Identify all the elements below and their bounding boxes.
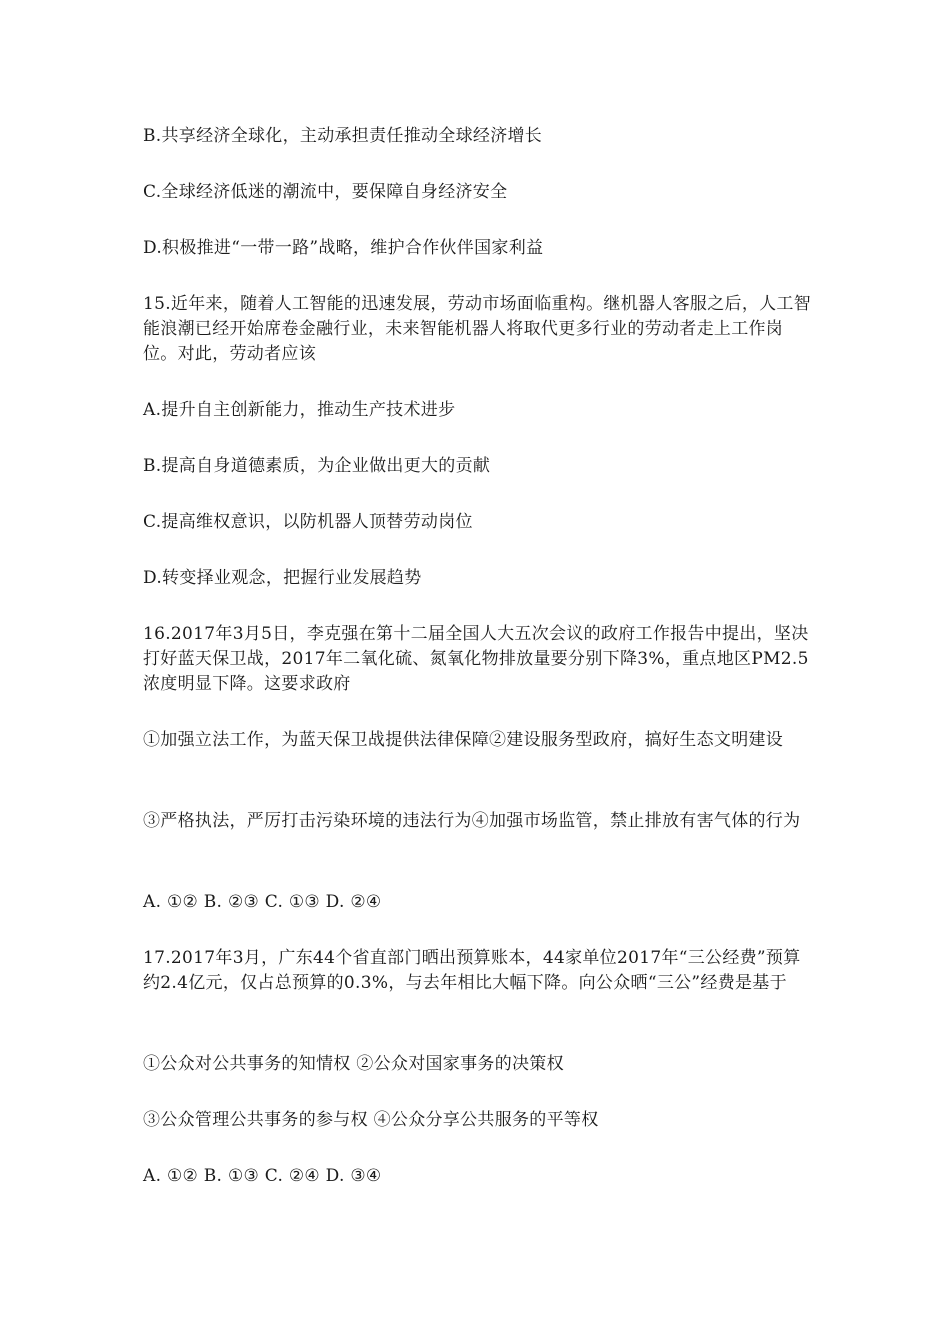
q15-option-c: C.提高维权意识，以防机器人顶替劳动岗位 bbox=[143, 512, 473, 532]
q15-option-b: B.提高自身道德素质，为企业做出更大的贡献 bbox=[143, 456, 491, 476]
q14-option-d: D.积极推进“一带一路”战略，维护合作伙伴国家利益 bbox=[143, 238, 544, 258]
q16-items-1-2: ①加强立法工作，为蓝天保卫战提供法律保障②建设服务型政府，搞好生态文明建设 bbox=[143, 730, 784, 750]
q14-option-b: B.共享经济全球化，主动承担责任推动全球经济增长 bbox=[143, 126, 543, 146]
q17-items-3-4: ③公众管理公共事务的参与权 ④公众分享公共服务的平等权 bbox=[143, 1110, 599, 1130]
q14-option-c: C.全球经济低迷的潮流中，要保障自身经济安全 bbox=[143, 182, 508, 202]
q17-items-1-2: ①公众对公共事务的知情权 ②公众对国家事务的决策权 bbox=[143, 1054, 564, 1074]
q16-stem: 16.2017年3月5日，李克强在第十二届全国人大五次会议的政府工作报告中提出，坚决打好蓝天保卫战，2017年二氧化硫、氮氧化物排放量要分别下降3%，重点地区PM2.5浓度明显下降。这要求政府 bbox=[143, 624, 809, 694]
q15-stem: 15.近年来，随着人工智能的迅速发展，劳动市场面临重构。继机器人客服之后，人工智能浪潮已经开始席卷金融行业，未来智能机器人将取代更多行业的劳动者走上工作岗位。对此，劳动者应该 bbox=[143, 294, 812, 364]
q17-stem: 17.2017年3月，广东44个省直部门晒出预算账本，44家单位2017年“三公经费”预算约2.4亿元，仅占总预算的0.3%，与去年相比大幅下降。向公众晒“三公”经费是基于 bbox=[143, 948, 801, 993]
q16-items-3-4: ③严格执法，严厉打击污染环境的违法行为④加强市场监管，禁止排放有害气体的行为 bbox=[143, 811, 801, 831]
q16-choices: A. ①② B. ②③ C. ①③ D. ②④ bbox=[143, 892, 382, 912]
q15-option-a: A.提升自主创新能力，推动生产技术进步 bbox=[143, 400, 456, 420]
q17-choices: A. ①② B. ①③ C. ②④ D. ③④ bbox=[143, 1166, 382, 1186]
q15-option-d: D.转变择业观念，把握行业发展趋势 bbox=[143, 568, 422, 588]
